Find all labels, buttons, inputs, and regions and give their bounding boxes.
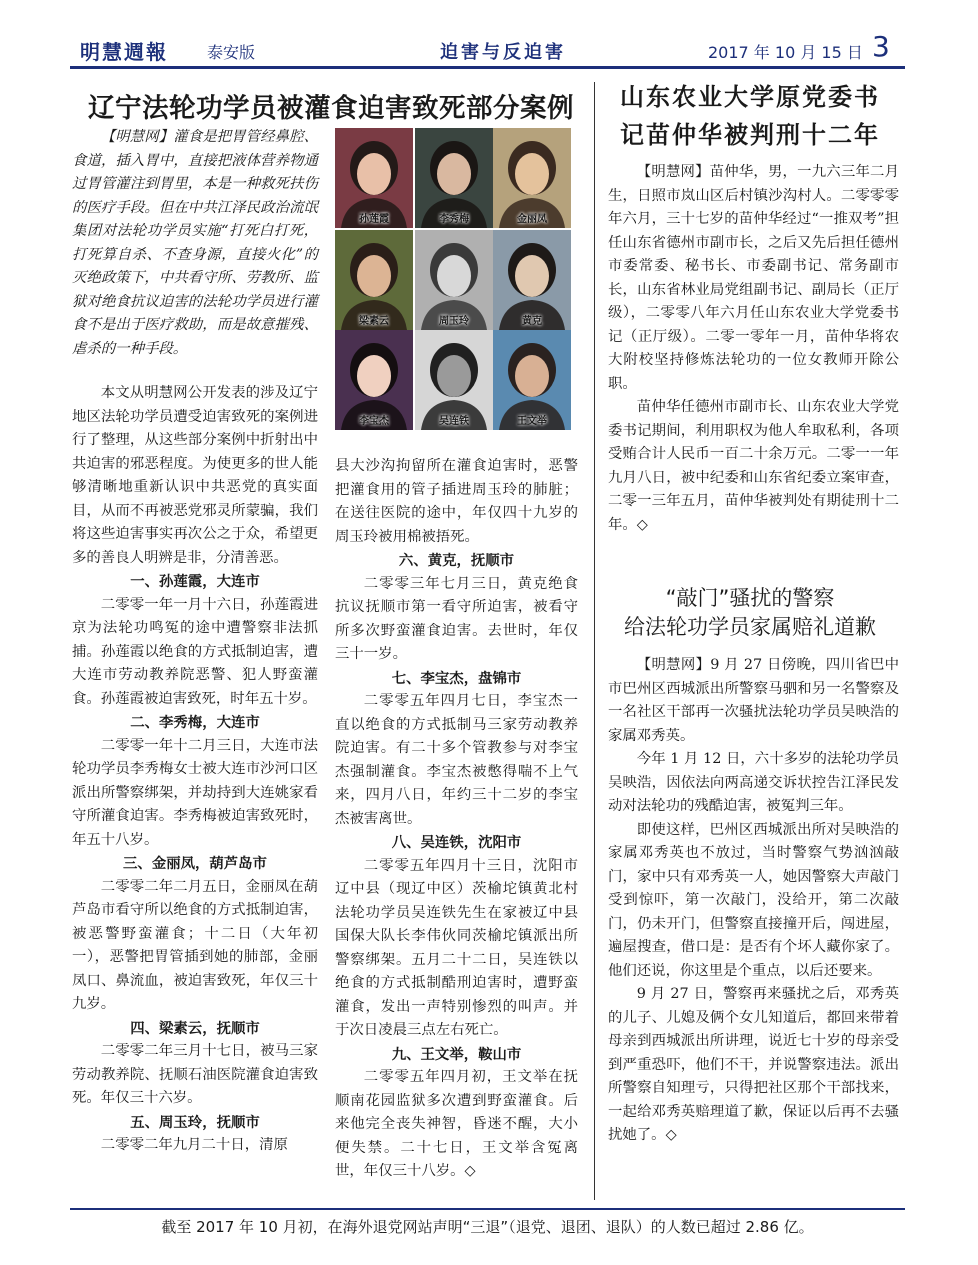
case-heading: 八、吴连铁，沈阳市 xyxy=(391,834,522,851)
case-text: 二零零五年四月十三日，沈阳市辽中县（现辽中区）茨榆坨镇黄北村法轮功学员吴连铁先生在家被辽中县国保大队长李伟伙同茨榆坨镇派出所警察绑架。五月二十二日，吴连铁以绝食的方式抵制酷刑迫害时，遭野蛮灌食，发出一声特别惨烈的叫声。并于次日凌晨三点左右死亡。 xyxy=(335,857,578,1038)
bottom-article-body xyxy=(608,654,899,1148)
masthead: 明慧週報 xyxy=(80,40,168,64)
article-paragraph: 苗仲华任德州市副市长、山东农业大学党委书记期间，利用职权为他人牟取私利，各项受贿合计人民币一百二十余万元。二零一一年九月八日，被中纪委和山东省纪委立案审查，二零一三年五月，苗仲华被判处有期徒刑十二年。◇ xyxy=(608,399,899,533)
article-paragraph: 今年 1 月 12 日，六十多岁的法轮功学员吴映浩，因依法向两高递交诉状控告江泽民发动对法轮功的残酷迫害，被冤判三年。 xyxy=(608,751,899,814)
case-text: 二零零二年三月十七日，被马三家劳动教养院、抚顺石油医院灌食迫害致死。年仅三十六岁。 xyxy=(72,1043,318,1106)
victim-photo xyxy=(415,330,493,430)
victim-photo xyxy=(415,128,493,228)
right-title-line1: 山东农业大学原党委书 xyxy=(620,82,880,111)
case-text: 二零零五年四月七日，李宝杰一直以绝食的方式抵制马三家劳动教养院迫害。有二十多个管教参与对李宝杰强制灌食。李宝杰被憋得喘不上气来，四月八日，年约三十二岁的李宝杰被害离世。 xyxy=(335,693,578,827)
victim-photo xyxy=(493,230,571,330)
case-heading: 七、李宝杰，盘锦市 xyxy=(391,669,522,687)
photo-caption: 李宝杰 xyxy=(359,416,389,427)
footer-divider xyxy=(70,1208,905,1210)
main-article-column-left xyxy=(72,382,318,1158)
article-paragraph: 即使这样，巴州区西城派出所对吴映浩的家属邓秀英也不放过，当时警察气势汹汹敲门，家中只有邓秀英一人，她因警察大声敲门受到惊吓，第一次敲门，没给开，第二次敲门，仍未开门，但警察直接撞开后，闯进屋，遍屋搜查，借口是：是否有个坏人藏你家了。他们还说，你这里是个重点，以后还要来。 xyxy=(608,821,899,979)
right-article-title xyxy=(600,78,900,154)
case-heading: 六、黄克，抚顺市 xyxy=(398,552,515,569)
case-text: 二零零三年七月三日，黄克绝食抗议抚顺市第一看守所迫害，被看守所多次野蛮灌食迫害。去世时，年仅三十一岁。 xyxy=(335,575,578,662)
bottom-title-line2: 给法轮功学员家属赔礼道歉 xyxy=(624,615,876,639)
case-heading: 五、周玉玲，抚顺市 xyxy=(130,1113,260,1131)
case-heading: 九、王文举，鞍山市 xyxy=(391,1045,522,1063)
right-title-line2: 记苗仲华被判刑十二年 xyxy=(620,120,880,149)
photo-caption: 金丽凤 xyxy=(517,214,547,225)
main-article-column-middle xyxy=(335,455,578,1184)
case-text: 二零零一年十二月三日，大连市法轮功学员李秀梅女士被大连市沙河口区派出所警察绑架，并劫持到大连姚家看守所灌食迫害。李秀梅被迫害致死时，年五十八岁。 xyxy=(72,737,318,848)
victim-photo xyxy=(335,330,413,430)
page-number: 3 xyxy=(872,30,890,63)
photo-caption: 吴连铁 xyxy=(439,416,469,427)
case-heading: 二、李秀梅，大连市 xyxy=(130,714,260,731)
victim-photo-grid xyxy=(335,128,571,430)
article-paragraph: 【明慧网】9 月 27 日傍晚，四川省巴中市巴州区西城派出所警察马驷和另一名警察及一名社区干部再一次骚扰法轮功学员吴映浩的家属邓秀英。 xyxy=(608,657,899,744)
photo-caption: 王文举 xyxy=(517,416,547,427)
section-title: 迫害与反迫害 xyxy=(440,42,566,63)
photo-caption: 孙莲霞 xyxy=(359,214,389,225)
case-text: 二零零五年四月初，王文举在抚顺南花园监狱多次遭到野蛮灌食。后来他完全丧失神智，昏迷不醒，大小便失禁。二十七日，王文举含冤离世，年仅三十八岁。◇ xyxy=(335,1069,578,1179)
article-paragraph: 9 月 27 日，警察再来骚扰之后，邓秀英的儿子、儿媳及俩个女儿知道后，都回来带着母亲到西城派出所讲理，说近七十岁的母亲受到严重恐吓，他们不干，并说警察违法。派出所警察自知理亏，只得把社区那个干部找来，一起给邓秀英赔理道了歉，保证以后再不去骚扰她了。◇ xyxy=(608,986,899,1143)
main-article-intro xyxy=(72,126,318,361)
case-text: 二零零二年九月二十日，清原 xyxy=(100,1137,288,1153)
victim-photo xyxy=(493,330,571,430)
edition-label: 泰安版 xyxy=(207,43,256,62)
header-divider xyxy=(70,66,905,69)
photo-caption: 周玉玲 xyxy=(439,316,469,327)
case-text-continued: 县大沙沟拘留所在灌食迫害时，恶警把灌食用的管子插进周玉玲的肺脏；在送往医院的途中，年仅四十九岁的周玉玲被用棉被捂死。 xyxy=(335,458,578,545)
photo-caption: 李秀梅 xyxy=(439,214,469,225)
victim-photo xyxy=(415,230,493,330)
intro-paragraph: 【明慧网】灌食是把胃管经鼻腔、食道，插入胃中，直接把液体营养物通过胃管灌注到胃里，本是一种救死扶伤的医疗手段。但在中共江泽民政治流氓集团对法轮功学员实施“打死白打死，打死算自杀、不查身源，直接火化”的灭绝政策下，中共看守所、劳教所、监狱对绝食抗议迫害的法轮功学员进行灌食不是出于医疗救助，而是故意摧残、虐杀的一种手段。 xyxy=(72,129,318,357)
bottom-article-title xyxy=(600,584,900,642)
footer-notice: 截至 2017 年 10 月初，在海外退党网站声明“三退”（退党、退团、退队）的人数已超过 2.86 亿。 xyxy=(161,1218,814,1236)
main-article-title: 辽宁法轮功学员被灌食迫害致死部分案例 xyxy=(88,93,574,124)
photo-caption: 黄克 xyxy=(522,316,542,327)
case-text: 二零零一年一月十六日，孙莲霞进京为法轮功鸣冤的途中遭警察非法抓捕。孙莲霞以绝食的方式抵制迫害，遭大连市劳动教养院恶警、犯人野蛮灌食。孙莲霞被迫害致死，时年五十岁。 xyxy=(72,596,318,707)
right-article-body xyxy=(608,161,899,537)
victim-photo xyxy=(493,128,571,228)
victim-photo xyxy=(335,230,413,330)
case-heading: 三、金丽凤，葫芦岛市 xyxy=(123,855,267,872)
issue-date: 2017 年 10 月 15 日 xyxy=(708,43,863,62)
victim-photo xyxy=(335,128,413,228)
bottom-title-line1: “敲门”骚扰的警察 xyxy=(665,586,835,610)
case-heading: 一、孙莲霞，大连市 xyxy=(130,573,260,590)
article-paragraph: 本文从明慧网公开发表的涉及辽宁地区法轮功学员遭受迫害致死的案例进行了整理，从这些部分案例中折射出中共迫害的邪恶程度。为使更多的世人能够清晰地重新认识中共恶党的真实面目，从而不再被恶党邪灵所蒙骗，我们将这些迫害事实再次公之于众，希望更多的善良人明辨是非，分清善恶。 xyxy=(72,385,318,566)
case-text: 二零零二年二月五日，金丽凤在葫芦岛市看守所以绝食的方式抵制迫害，被恶警野蛮灌食；十二日（大年初一），恶警把胃管插到她的肺部，金丽凤口、鼻流血，被迫害致死，年仅三十九岁。 xyxy=(72,878,318,1012)
photo-caption: 梁素云 xyxy=(359,316,389,327)
case-heading: 四、梁素云，抚顺市 xyxy=(130,1019,260,1037)
column-divider xyxy=(594,82,595,1200)
article-paragraph: 【明慧网】苗仲华，男，一九六三年二月生，日照市岚山区后村镇沙沟村人。二零零零年六月，三十七岁的苗仲华经过“一推双考”担任山东省德州市副市长，之后又先后担任德州市委常委、秘书长、市委副书记、常务副市长，山东省林业局党组副书记、副局长（正厅级），二零零八年六月任山东农业大学党委书记（正厅级）。二零一零年一月，苗仲华将农大附校坚持修炼法轮功的一位女教师开除公职。 xyxy=(608,164,899,392)
